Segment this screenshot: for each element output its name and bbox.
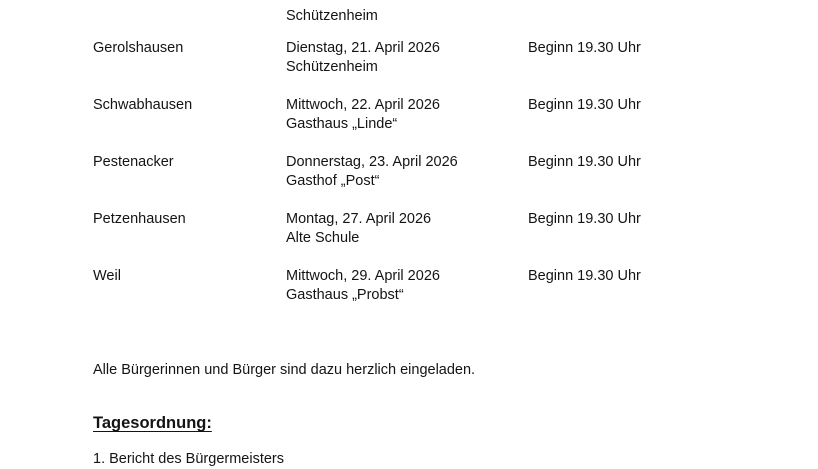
meeting-venue: Gasthof „Post“: [286, 173, 380, 189]
meeting-venue: Gasthaus „Linde“: [286, 116, 398, 132]
meeting-time: Beginn 19.30 Uhr: [528, 268, 641, 284]
meeting-venue: Schützenheim: [286, 59, 378, 75]
meeting-time: Beginn 19.30 Uhr: [528, 40, 641, 56]
agenda-item: 1. Bericht des Bürgermeisters: [93, 451, 284, 467]
meeting-date: Mittwoch, 22. April 2026: [286, 97, 440, 113]
agenda-heading: Tagesordnung:: [93, 414, 212, 432]
meeting-date: Donnerstag, 23. April 2026: [286, 154, 458, 170]
meeting-date: Dienstag, 21. April 2026: [286, 40, 440, 56]
meeting-place: Pestenacker: [93, 154, 174, 170]
meeting-place: Petzenhausen: [93, 211, 186, 227]
meeting-date: Montag, 27. April 2026: [286, 211, 432, 227]
meeting-venue: Schützenheim: [286, 8, 378, 24]
invitation-text: Alle Bürgerinnen und Bürger sind dazu herzlich eingeladen.: [93, 362, 476, 378]
meeting-time: Beginn 19.30 Uhr: [528, 154, 641, 170]
meeting-date: Mittwoch, 29. April 2026: [286, 268, 440, 284]
meeting-time: Beginn 19.30 Uhr: [528, 211, 641, 227]
meeting-time: Beginn 19.30 Uhr: [528, 97, 641, 113]
meeting-venue: Gasthaus „Probst“: [286, 287, 404, 303]
meeting-place: Schwabhausen: [93, 97, 193, 113]
meeting-venue: Alte Schule: [286, 230, 360, 246]
meeting-place: Gerolshausen: [93, 40, 184, 56]
meeting-place: Weil: [93, 268, 121, 284]
